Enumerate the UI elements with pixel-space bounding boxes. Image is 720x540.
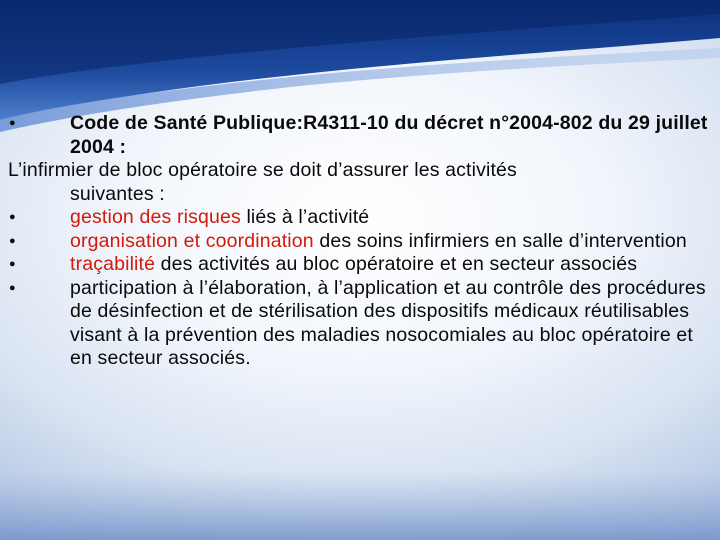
bullet-icon: ● — [9, 281, 16, 294]
list-item-risks — [8, 206, 708, 230]
item-text: des soins infirmiers en salle d’intervention — [313, 229, 687, 252]
highlight-text: organisation et coordination — [70, 229, 314, 252]
list-item-organisation — [8, 230, 708, 254]
highlight-text: gestion des risques — [70, 206, 241, 228]
bullet-icon: ● — [9, 234, 16, 247]
intro-continuation: suivantes : — [70, 182, 165, 205]
code-reference-text: Code de Santé Publique:R4311-10 du décret n°2004-802 du 29 juillet 2004 : — [70, 112, 708, 158]
list-item-participation — [8, 277, 708, 371]
bullet-icon: ● — [9, 258, 16, 270]
slide-text-body — [8, 112, 708, 371]
bullet-icon: ● — [9, 211, 16, 223]
item-text: participation à l’élaboration, à l’application et au contrôle des procédures de désinfection et de stérilisation des dispositifs médicaux réutilisables visant à la prévention des maladies nosocomiales au bloc opératoire et en secteur associés. — [70, 276, 706, 369]
bullet-icon: ● — [9, 117, 16, 129]
highlight-text: traçabilité — [70, 253, 156, 275]
list-item-code — [8, 112, 708, 159]
item-text: liés à l’activité — [240, 206, 370, 228]
item-text: des activités au bloc opératoire et en secteur associés — [155, 253, 638, 275]
list-item-tracabilite — [8, 253, 708, 277]
intro-line: L’infirmier de bloc opératoire se doit d’assurer les activités — [8, 159, 517, 181]
intro-paragraph — [8, 159, 708, 206]
